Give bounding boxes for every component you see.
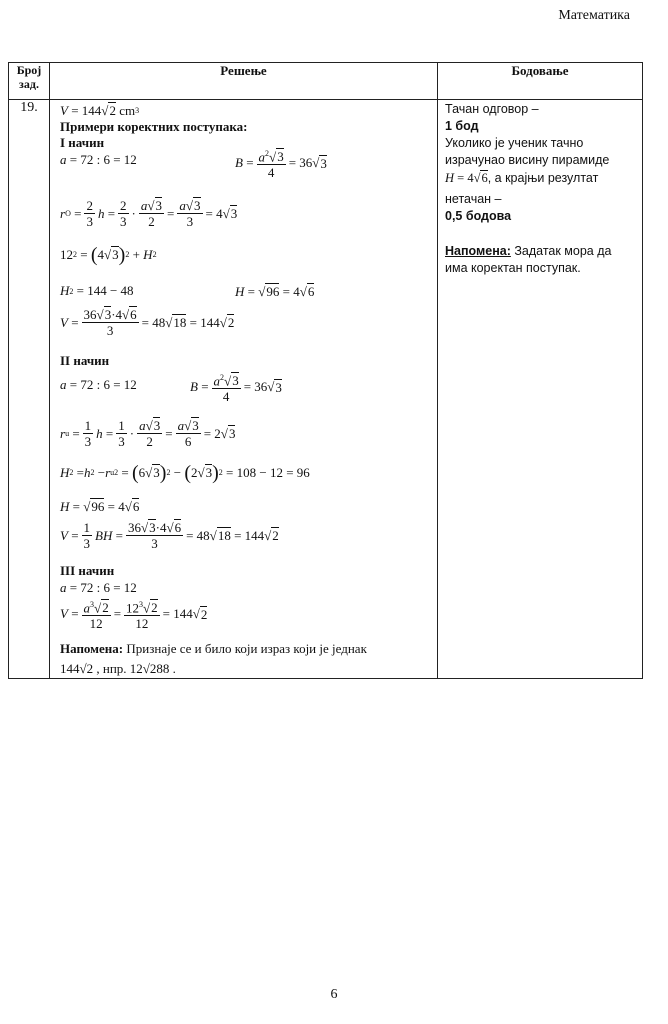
method-3-title: III начин [60, 563, 115, 578]
col-solution-header: Решење [50, 63, 438, 100]
score-note-text-1: Задатак мора да [510, 244, 612, 258]
m2-line-r: r u = $\frac{1}{3}$ h = $\frac{1}{3}$ · $\frac{a√3}{2}$ = $\frac{a√3}{6}$ = 2√ 3 [60, 418, 236, 449]
m1-line-V: V = $\frac{36√3\cdot 4√6}{3}$ = 48√ 18 = 144√ 2 [60, 307, 235, 338]
score-line-6: нетачан – [445, 192, 502, 206]
examples-title: Примери коректних поступака: [60, 119, 248, 134]
table-row [9, 100, 643, 679]
m1-line-pyth: 12 2 = ( 4√ 3 ) 2 + H 2 [60, 243, 157, 266]
m2-line-B: B = $\frac{a^2√3}{4}$ = 36√ 3 [190, 370, 282, 404]
score-line-7: 0,5 бодова [445, 209, 512, 223]
score-line-4: израчунао висину пирамиде [445, 153, 610, 167]
solution-note [60, 641, 367, 657]
score-line-H: H = 4√6, а крајњи резултат [445, 171, 599, 185]
solution-note-label: Напомена: [60, 641, 124, 656]
solution-note-text: Признаје се и било који израз који је једнак [123, 641, 367, 656]
page-number: 6 [330, 987, 338, 1002]
col-scoring-header: Бодовање [438, 63, 643, 100]
final-answer: V = 144 √ 2 cm 3 [60, 102, 140, 118]
task-number: 19. [9, 100, 50, 679]
solution-note-example: 144√2 , нпр. 12√288 . [60, 661, 176, 676]
m2-line-H: H = √ 96 = 4√ 6 [60, 498, 140, 514]
m3-line-V: V = $\frac{a^3√2}{12}$ = $\frac{12^3√2}{12}$ = 144√ 2 [60, 597, 207, 631]
method-1-title: I начин [60, 135, 105, 150]
m2-line-a: a = 72 : 6 = 12 [60, 377, 137, 392]
score-line-1: Тачан одговор – [445, 102, 539, 116]
m1-line-H2: H 2 = 144 − 48 [60, 283, 134, 298]
m2-line-H2: H 2 = h 2 − r u 2 = ( 6√ 3 ) 2 − ( 2√ 3 ) 2 = 108 − 12 = 96 [60, 461, 310, 484]
score-note-label: Напомена: [445, 244, 511, 258]
m1-line-r: r O = $\frac{2}{3}$ h = $\frac{2}{3}$ · $\frac{a√3}{2}$ = $\frac{a√3}{3}$ = 4√ 3 [60, 198, 238, 229]
m2-line-V: V = $\frac{1}{3}$ BH = $\frac{36√3\cdot 4√6}{3}$ = 48√ 18 = 144√ 2 [60, 520, 279, 551]
table-header-row [9, 63, 643, 100]
method-2-title: II начин [60, 353, 110, 368]
score-note [445, 244, 611, 258]
solution-table [8, 62, 643, 679]
score-line-2: 1 бод [445, 119, 479, 133]
score-note-text-2: има коректан поступак. [445, 261, 581, 275]
header-subject: Математика [558, 8, 630, 23]
m1-line-a: a = 72 : 6 = 12 [60, 152, 137, 167]
col-task-header: Број зад. [9, 63, 50, 100]
scoring-cell [438, 100, 643, 679]
solution-cell [50, 100, 438, 679]
score-line-3: Уколико је ученик тачно [445, 136, 584, 150]
m1-line-H: H = √ 96 = 4√ 6 [235, 283, 315, 299]
m1-line-B: B = $\frac{a^2√3}{4}$ = 36√ 3 [235, 146, 327, 180]
m3-line-a: a = 72 : 6 = 12 [60, 580, 137, 595]
score-line-5: , а крајњи резултат [487, 171, 599, 185]
